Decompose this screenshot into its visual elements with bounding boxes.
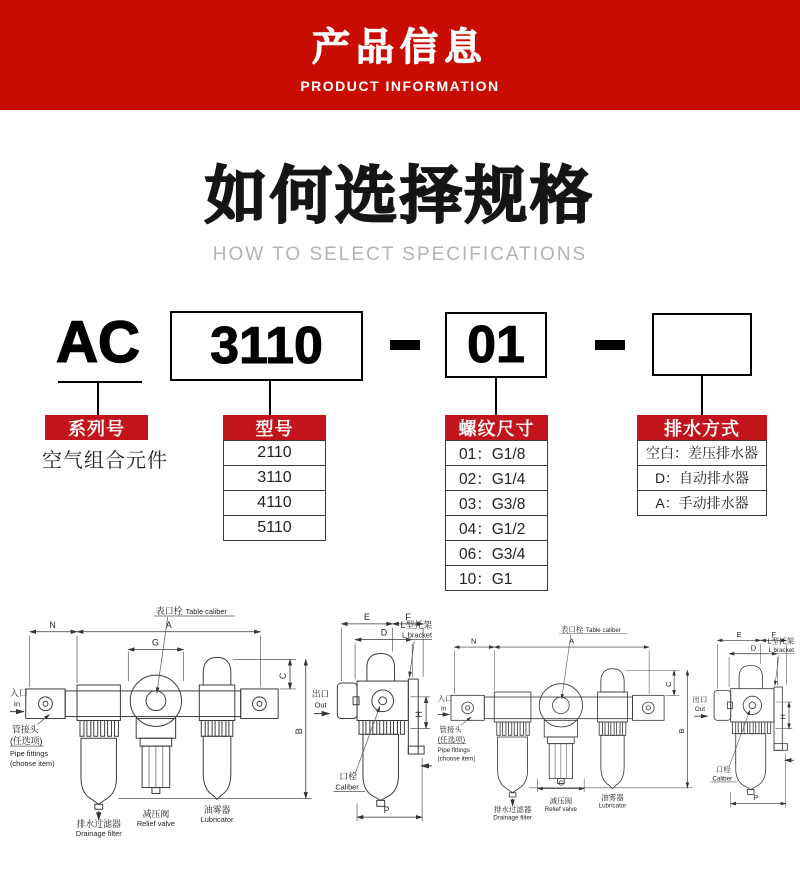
side-view <box>711 630 794 807</box>
dim-c: C <box>278 672 289 680</box>
drain-row: A：手动排水器 <box>638 491 766 516</box>
thread-row: 04：G1/2 <box>446 516 547 541</box>
diagram-left <box>8 602 432 839</box>
dim-c: C <box>663 681 673 688</box>
model-row: 4110 <box>224 491 325 516</box>
pressure-gauge <box>337 683 357 718</box>
relief-valve-label-en: Relief valve <box>544 806 578 814</box>
connector-line <box>269 381 271 415</box>
filter-ribs <box>80 721 118 737</box>
outlet-label-en: Out <box>694 706 705 714</box>
filter-ribs <box>497 722 529 735</box>
fitting-opt-cn: (任选项) <box>437 734 466 744</box>
dim-h: H <box>414 711 425 718</box>
series-value: 空气组合元件 <box>42 450 168 472</box>
dim-f: F <box>405 611 411 622</box>
side-ribs <box>359 721 404 735</box>
relief-valve-label-cn: 减压阀 <box>142 809 170 820</box>
thread-header: 螺纹尺寸 <box>445 415 548 440</box>
model-code-separator <box>390 340 420 350</box>
diagram-right <box>436 622 794 822</box>
heading-subtitle-en: HOW TO SELECT SPECIFICATIONS <box>212 244 588 265</box>
model-code-separator <box>595 340 625 350</box>
pressure-gauge <box>714 690 731 720</box>
drain-table <box>637 440 767 516</box>
thread-table <box>445 440 548 591</box>
gauge-port-label-en: Table caliber <box>185 607 227 617</box>
thread-row: 02：G1/4 <box>446 466 547 491</box>
drain-filter-label-cn: 排水过滤器 <box>76 818 121 829</box>
dim-n: N <box>470 636 477 646</box>
dim-d: D <box>750 643 757 653</box>
fitting-label-en: Pipe fittings <box>9 748 49 758</box>
caliber-label-cn: 口栓 <box>715 764 731 774</box>
outlet-label-en: Out <box>314 700 327 710</box>
bracket-label-cn: L型托架 <box>767 636 794 646</box>
model-row: 2110 <box>224 441 325 466</box>
dim-d: D <box>380 627 388 638</box>
dim-b: B <box>677 728 687 734</box>
thread-row: 03：G3/8 <box>446 491 547 516</box>
fitting-label-cn: 管接头 <box>11 724 39 735</box>
caliber-label-en: Caliber <box>712 775 733 783</box>
dim-h: H <box>778 714 788 720</box>
fitting-opt-cn: (任选项) <box>9 736 43 747</box>
dim-a: A <box>569 636 575 646</box>
dim-p: P <box>383 805 390 816</box>
connector-line <box>97 381 99 415</box>
outlet-label-cn: 出口 <box>311 688 330 699</box>
drain-row: 空白：差压排水器 <box>638 441 766 466</box>
gauge-port-label-cn: 表口栓 <box>155 606 183 617</box>
connector-line <box>701 376 703 415</box>
fitting-label-en: Pipe fittings <box>437 746 470 754</box>
model-header: 型号 <box>223 415 326 440</box>
inlet-label-en: In <box>13 699 21 709</box>
banner-title-en: PRODUCT INFORMATION <box>300 78 500 94</box>
dim-n: N <box>49 619 56 630</box>
dim-p: P <box>753 793 759 803</box>
relief-valve-label-en: Relief valve <box>136 819 175 829</box>
drain-filter-label-en: Drainage filter <box>75 828 122 838</box>
heading-title-cn: 如何选择规格 <box>204 162 595 231</box>
lubricator-label-en: Lubricator <box>598 802 627 810</box>
dim-f: F <box>771 630 777 640</box>
dim-b: B <box>293 728 304 735</box>
connector-line <box>495 378 497 415</box>
model-row: 5110 <box>224 516 325 541</box>
side-view <box>333 612 432 821</box>
model-code-blank-box <box>652 313 752 376</box>
dim-a: A <box>165 619 172 630</box>
fitting-opt-en: (choose item) <box>9 758 55 768</box>
series-underline <box>58 381 142 383</box>
gauge-port-label-cn: 表口栓 <box>560 625 584 635</box>
drain-header: 排水方式 <box>637 415 767 440</box>
inlet-label-cn: 入口 <box>9 687 28 698</box>
thread-row: 01：G1/8 <box>446 441 547 466</box>
thread-row: 10：G1 <box>446 566 547 591</box>
dim-e: E <box>736 630 742 640</box>
relief-valve-label-cn: 减压阀 <box>549 796 573 806</box>
fitting-label-cn: 管接头 <box>439 724 462 734</box>
model-table <box>223 440 326 541</box>
bracket-label-cn: L型托架 <box>400 619 432 630</box>
front-view <box>438 624 708 821</box>
outlet-label-cn: 出口 <box>692 695 708 705</box>
caliber-label-cn: 口栓 <box>339 771 358 782</box>
drain-filter-label-en: Drainage filter <box>493 814 533 822</box>
lubricator-label-cn: 油雾器 <box>203 805 231 816</box>
model-code-model-box: 3110 <box>170 311 363 381</box>
inlet-label-en: In <box>440 705 447 713</box>
caliber-label-en: Caliber <box>335 782 359 792</box>
inlet-label-cn: 入口 <box>437 694 453 704</box>
lubricator-ribs <box>599 722 626 735</box>
dim-e: E <box>363 611 370 622</box>
model-code-series: AC <box>56 309 140 375</box>
gauge-port-label-en: Table caliber <box>585 627 621 635</box>
dim-g: G <box>558 778 565 788</box>
banner-title-cn: 产品信息 <box>311 27 488 69</box>
lubricator-label-cn: 油雾器 <box>601 793 624 803</box>
front-view <box>10 605 329 838</box>
model-row: 3110 <box>224 466 325 491</box>
model-code-thread-box: 01 <box>445 312 547 378</box>
drain-filter-label-cn: 排水过滤器 <box>493 804 532 814</box>
bracket-label-en: L bracket <box>768 647 794 655</box>
bracket-label-en: L bracket <box>401 630 432 640</box>
thread-row: 06：G3/4 <box>446 541 547 566</box>
fitting-opt-en: (choose item) <box>437 755 476 763</box>
lubricator-ribs <box>201 721 233 737</box>
section-heading <box>0 146 800 266</box>
lubricator-label-en: Lubricator <box>200 815 234 825</box>
dim-g: G <box>151 637 159 648</box>
product-info-banner <box>0 0 800 110</box>
series-header: 系列号 <box>45 415 148 440</box>
side-ribs <box>732 722 770 734</box>
drain-row: D：自动排水器 <box>638 466 766 491</box>
